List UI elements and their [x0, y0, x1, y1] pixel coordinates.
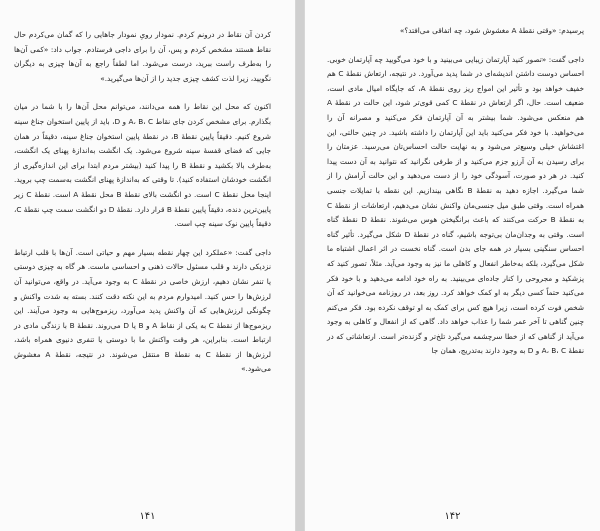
left-page-number: ۱۴۱	[139, 511, 156, 523]
right-paragraph-1: پرسیدم: «وقتی نقطهٔ A مغشوش شود، چه اتفاقی می‌افتد؟»	[399, 26, 584, 35]
left-paragraph-1: کردن آن نقاط در درونم کردم. نمودار رویِ نمودار جاهایی را که گمان می‌کردم حال نقاط هستند مشخص کردم و پس، آن را برای داجی فرستادم. جواب داد: «کمی آن‌ها را به‌طرف راست ببرید، درست می‌شود. اما لطفاً راجع به آن‌ها چیزی به دیگران نگویید، زیرا لذت کشف چیزی جدید را از آن‌ها می‌گیرید.»	[14, 30, 271, 83]
right-paragraph-2: داجی گفت: «تصور کنید آپارتمان زیبایی می‌بینید و با خود می‌گویید چه آپارتمان خوبی. احساس دوست داشتن اندیشه‌ای در شما پدید می‌آورد. در نتیجه، ارتعاش نقطهٔ C هم خفیف خواهد بود و تأثیر این امواج ریز روی نقطهٔ A، که جایگاه امیال مادی است، ضعیف است. حال، اگر ارتعاش در نقطهٔ C کمی قوی‌تر شود، این حالت در نقطهٔ A هم منعکس می‌شود. شما بیشتر به آن آپارتمان فکر می‌کنید و مصرانه آن را می‌خواهید. با خود فکر می‌کنید باید این آپارتمان را داشته باشید. در چنین حالتی، این اغتشاش خیلی وسیع‌تر می‌شود و به نهایت حالت احساس‌تان می‌رسید. عزمتان را برای رسیدن به آن آرزو جزم می‌کنید و از طرفی نگرانید که نتوانید به آن دست پیدا کنید. در هر دو صورت، آسودگی خود را از دست می‌دهید و این حالت آرامش را از شما می‌گیرد. اجازه دهید به نقطهٔ B نگاهی بیندازیم. این نقطه با تمایلات جنسی همراه است. وقتی طبق میل جنسی‌مان واکنش نشان می‌دهیم، ارتعاشات از نقطهٔ C به نقطهٔ B حرکت می‌کنند که باعث برانگیختن هوس می‌شوند. نقطهٔ D نقطهٔ گناه است. وقتی به وجدان‌مان بی‌توجه باشیم، گناه در نقطهٔ D شکل می‌گیرد. تأثیر گناه احساس سنگینی بسیار در همه جای بدن است. گناه نخست در اثر اعمال اشتباه ما شکل می‌گیرد، بلکه به‌خاطر انفعال و کاهلی ما نیز به وجود می‌آید. مثلاً، تصور کنید که پزشکید و مجروحی را کنار جاده‌ای می‌بینید. به راه خود ادامه می‌دهید و با خود فکر می‌کنید حتماً کسی دیگر به او کمک خواهد کرد. روز بعد، در روزنامه می‌خوانید که آن شخص فوت کرده است، زیرا هیچ کس برای کمک به او توقف نکرده بود. فکر می‌کنم چنین گناهی تا آخر عمر شما را عذاب خواهد داد. گاهی که از انفعال و کاهلی به وجود می‌آید از گناهی که از خطا سرچشمه می‌گیرد تلخ‌تر و گزنده‌تر است. ارتعاشاتی که در نقطهٔ A، B، C و D به وجود دارند به‌تدریج، همان جا	[327, 54, 585, 356]
right-page-number: ۱۴۲	[444, 511, 461, 523]
left-paragraph-2: اکنون که محل این نقاط را همه می‌دانند، می‌توانم محل آن‌ها را با شما در میان بگذارم. برای مشخص کردن جای نقاط A، B، C و D، باید از پایین استخوان جناغ سینه شروع کنیم. دقیقاً پایین نقطهٔ B، در نقطهٔ پایین استخوان جناغ سینه، دقیقاً در همان جایی که فضای قفسهٔ سینه شروع می‌شود. یک انگشت به‌اندازهٔ پهنای یک انگشت، به‌طرف بالا بکشید و نقطهٔ B را پیدا کنید (بیشتر مردم ابتدا برای این اندازه‌گیری از انگشت خودشان استفاده کنید). تا وقتی که به‌اندازهٔ پهنای انگشت به‌سمت چپ بروید. اینجا محل نقطهٔ C است. دو انگشت بالای نقطهٔ B محل نقطهٔ A است. نقطهٔ C زیر پایین‌ترین دنده، دقیقاً پایین نقطهٔ B قرار دارد. نقطهٔ D دو انگشت سمت چپ نقطهٔ C، دقیقاً پایین نوک سینه چپ است.	[14, 102, 271, 229]
right-page	[304, 0, 600, 531]
book-gutter	[296, 0, 304, 531]
left-page	[0, 0, 296, 531]
left-paragraph-3: داجی گفت: «عملکرد این چهار نقطه بسیار مهم و حیاتی است. آن‌ها با قلب ارتباط نزدیکی دارند و قلب مسئول حالات ذهنی و احساسی ماست. هر گاه به چیزی دوستی یا تنفر نشان دهیم، ارزش خاصی در نقطهٔ C به وجود می‌آید. در واقع، می‌توانید آن لرزش‌ها را حس کنید. امیدوارم مردم به این نکته دقت کنند. بسته به شدت واکنش و چگونگی لرزش‌هایی که آن واکنش پدید می‌آورد، ریزموج‌هایی به وجود می‌آیند. این ریزموج‌ها از نقطهٔ C به یکی از نقاط A و B یا D می‌روند. نقطهٔ B با زندگی مادی در ارتباط است. بنابراین، هر وقت واکنش ما با دوستی یا تنفری دنیوی همراه باشد، لرزش‌ها از نقطهٔ C به نقطهٔ B منتقل می‌شوند. در نتیجه، نقطهٔ A مغشوش می‌شود.»	[14, 247, 272, 374]
